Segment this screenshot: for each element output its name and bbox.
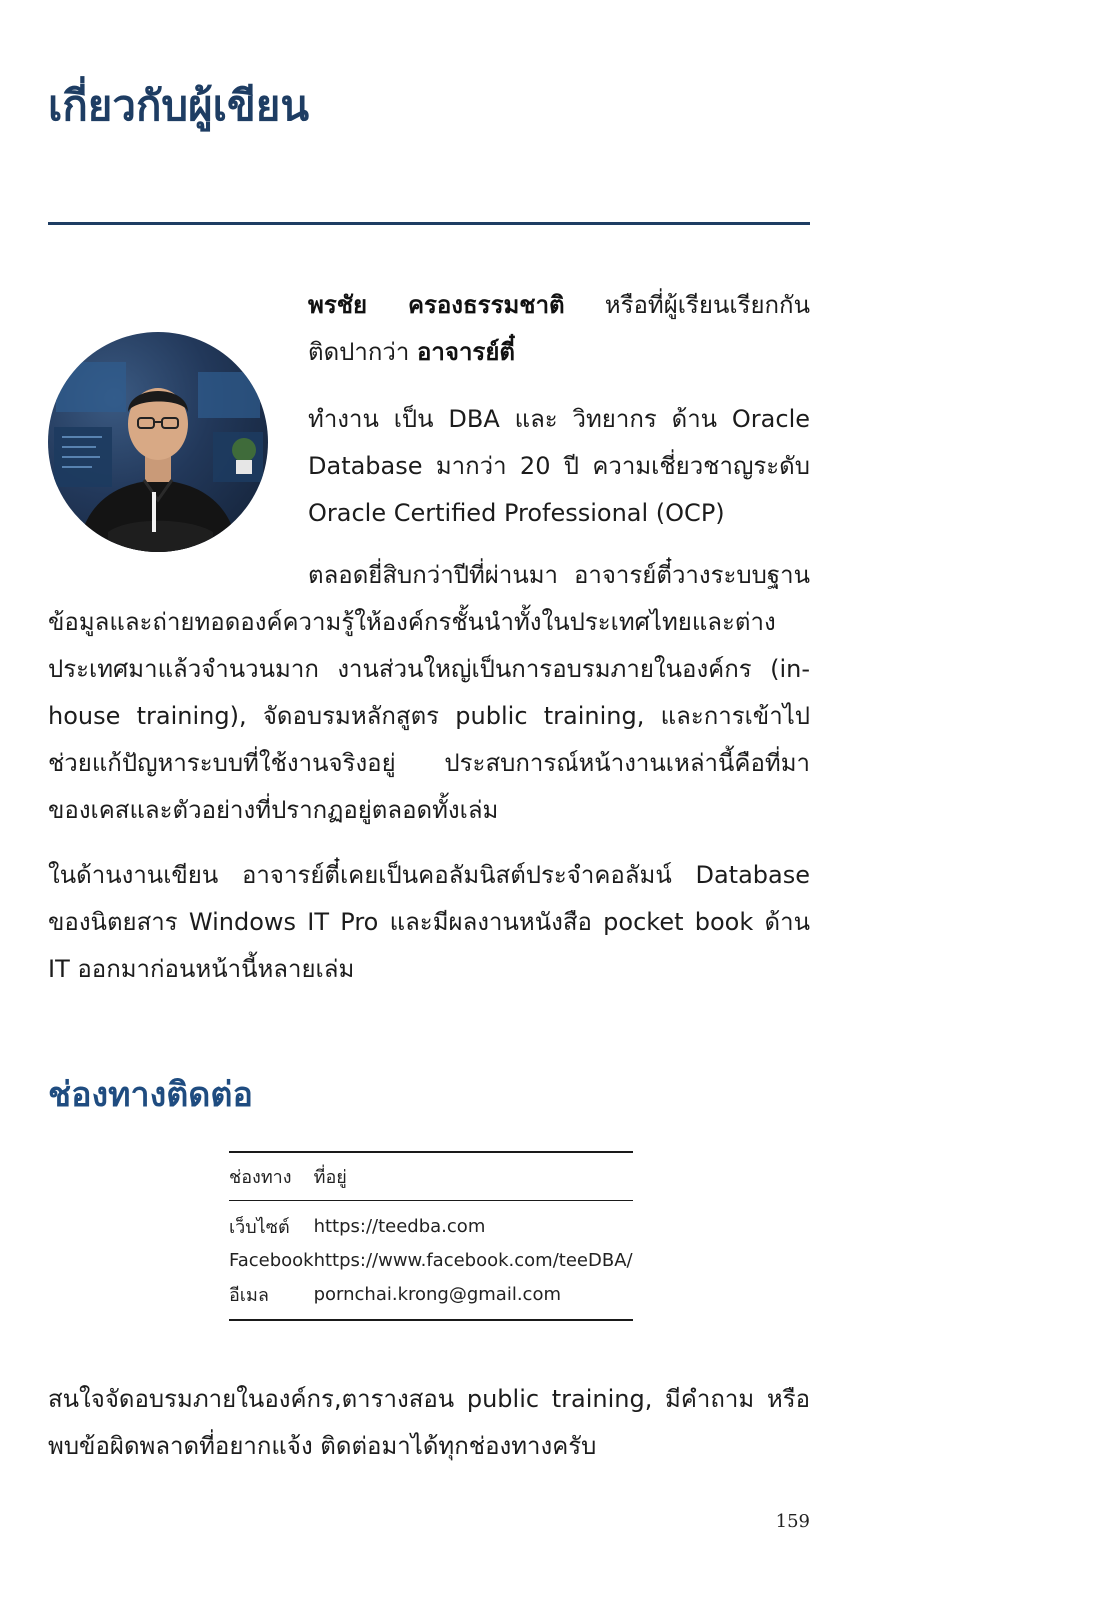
author-name: พรชัย ครองธรรมชาติ bbox=[308, 291, 565, 319]
contact-table-header bbox=[229, 1152, 633, 1201]
author-intro bbox=[308, 282, 810, 376]
closing-paragraph: สนใจจัดอบรมภายในองค์กร,ตารางสอน public training, มีคำถาม หรือพบข้อผิดพลาดที่อยากแจ้ง ติดต่อมาได้ทุกช่องทางครับ bbox=[48, 1385, 810, 1460]
contact-address-link[interactable]: https://www.facebook.com/teeDBA/ bbox=[313, 1249, 633, 1271]
contact-address-link[interactable]: pornchai.krong@gmail.com bbox=[313, 1283, 561, 1305]
author-nickname: อาจารย์ตี๋ bbox=[417, 338, 515, 366]
contact-channel: อีเมล bbox=[229, 1284, 269, 1306]
page-number: 159 bbox=[775, 1511, 810, 1532]
intro-text: หรือที่ผู้เรียนเรียกกันติดปากว่า bbox=[308, 291, 810, 366]
title-divider bbox=[48, 222, 810, 225]
contact-address-link[interactable]: https://teedba.com bbox=[313, 1215, 486, 1237]
table-row bbox=[229, 1201, 633, 1244]
work-paragraph: ทำงาน เป็น DBA และ วิทยากร ด้าน Oracle Database มากว่า 20 ปี ความเชี่ยวชาญระดับ Oracle Certified Professional (OCP) bbox=[308, 405, 810, 527]
column-header-address: ที่อยู่ bbox=[313, 1167, 347, 1188]
section-title: เกี่ยวกับผู้เขียน bbox=[48, 81, 310, 130]
contact-table bbox=[229, 1151, 633, 1321]
contact-channel: เว็บไซต์ bbox=[229, 1216, 290, 1238]
author-portrait-icon bbox=[48, 332, 268, 552]
writing-paragraph: ในด้านงานเขียน อาจารย์ตี๋เคยเป็นคอลัมนิสต์ประจำคอลัมน์ Database ของนิตยสาร Windows IT Pro และมีผลงานหนังสือ pocket book ด้าน IT ออกมาก่อนหน้านี้หลายเล่ม bbox=[48, 861, 810, 983]
table-row bbox=[229, 1277, 633, 1320]
column-header-channel: ช่องทาง bbox=[229, 1167, 292, 1188]
contact-channel: Facebook bbox=[229, 1249, 314, 1271]
table-row bbox=[229, 1243, 633, 1277]
contact-heading: ช่องทางติดต่อ bbox=[48, 1075, 253, 1115]
author-photo bbox=[48, 332, 268, 552]
career-paragraph: ตลอดยี่สิบกว่าปีที่ผ่านมา อาจารย์ตี๋วางระบบฐานข้อมูลและถ่ายทอดองค์ความรู้ให้องค์กรชั้นนำทั้งในประเทศไทยและต่างประเทศมาแล้วจำนวนมาก งานส่วนใหญ่เป็นการอบรมภายในองค์กร (in-house training), จัดอบรมหลักสูตร public training, และการเข้าไปช่วยแก้ปัญหาระบบที่ใช้งานจริงอยู่ ประสบการณ์หน้างานเหล่านี้คือที่มาของเคสและตัวอย่างที่ปรากฏอยู่ตลอดทั้งเล่ม bbox=[48, 561, 810, 824]
